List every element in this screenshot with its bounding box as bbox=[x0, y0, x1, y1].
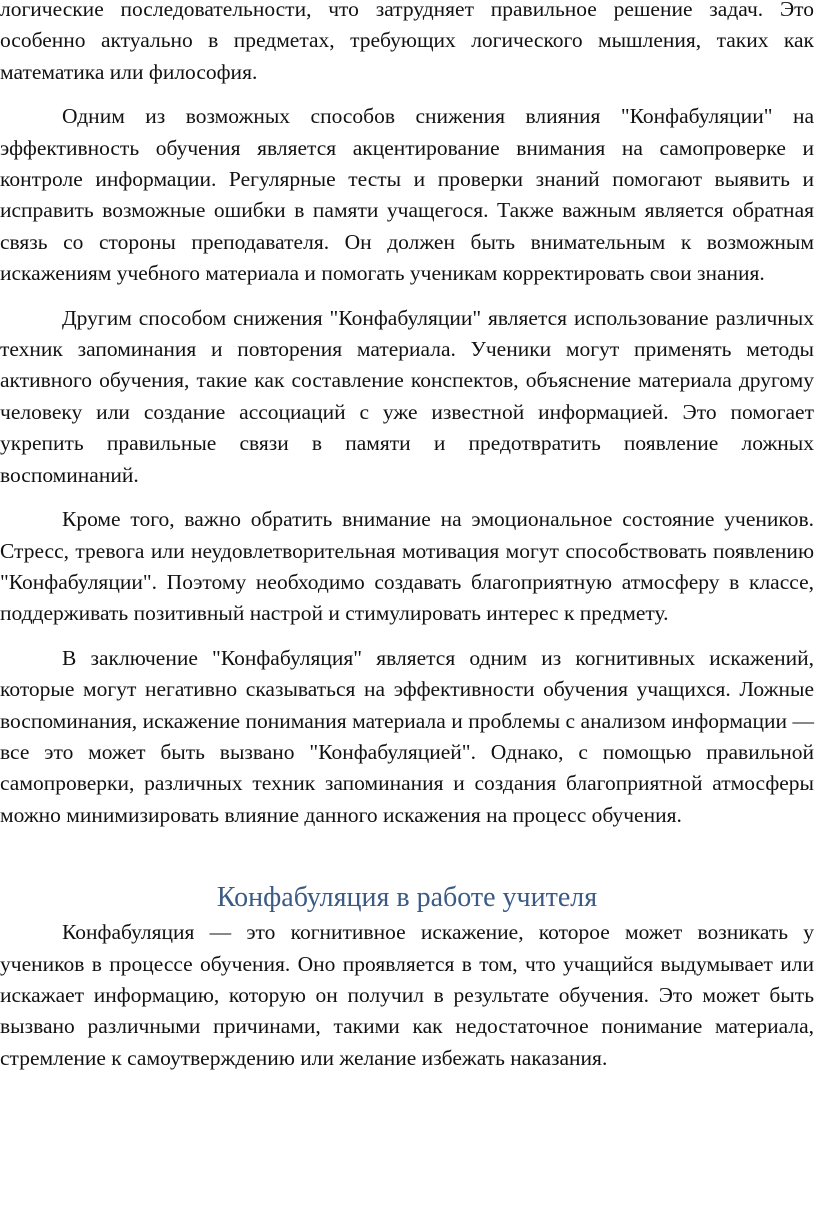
paragraph-self-check: Одним из возможных способов снижения влияния "Конфабуляции" на эффективность обучения является акцентирование внимания на самопроверке и контроле информации. Регулярные тесты и проверки знаний помогают выявить и исправить возможные ошибки в памяти учащегося. Также важным является обратная связь со стороны преподавателя. Он должен быть внимательным к возможным искажениям учебного материала и помогать ученикам корректировать свои знания. bbox=[0, 104, 814, 286]
paragraph-section-intro: Конфабуляция — это когнитивное искажение, которое может возникать у учеников в процессе обучения. Оно проявляется в том, что учащийся выдумывает или искажает информацию, которую он получил в результате обучения. Это может быть вызвано различными причинами, такими как недостаточное понимание материала, стремление к самоутверждению или желание избежать наказания. bbox=[0, 920, 814, 1070]
paragraph-memorization: Другим способом снижения "Конфабуляции" является использование различных техник запоминания и повторения материала. Ученики могут применять методы активного обучения, такие как составление конспектов, объяснение материала другому человеку или создание ассоциаций с уже известной информацией. Это помогает укрепить правильные связи в памяти и предотвратить появление ложных воспоминаний. bbox=[0, 305, 814, 487]
paragraph-continuation: логические последовательности, что затрудняет правильное решение задач. Это особенно актуально в предметах, требующих логического мышления, таких как математика или философия. bbox=[0, 0, 814, 84]
section-heading: Конфабуляция в работе учителя bbox=[216, 882, 598, 914]
paragraph-emotional-state: Кроме того, важно обратить внимание на эмоциональное состояние учеников. Стресс, тревога или неудовлетворительная мотивация могут способствовать появлению "Конфабуляции". Поэтому необходимо создавать благоприятную атмосферу в классе, поддерживать позитивный настрой и стимулировать интерес к предмету. bbox=[0, 507, 814, 626]
paragraph-conclusion: В заключение "Конфабуляция" является одним из когнитивных искажений, которые могут негативно сказываться на эффективности обучения учащихся. Ложные воспоминания, искажение понимания материала и проблемы с анализом информации — все это может быть вызвано "Конфабуляцией". Однако, с помощью правильной самопроверки, различных техник запоминания и создания благоприятной атмосферы можно минимизировать влияние данного искажения на процесс обучения. bbox=[0, 645, 814, 827]
